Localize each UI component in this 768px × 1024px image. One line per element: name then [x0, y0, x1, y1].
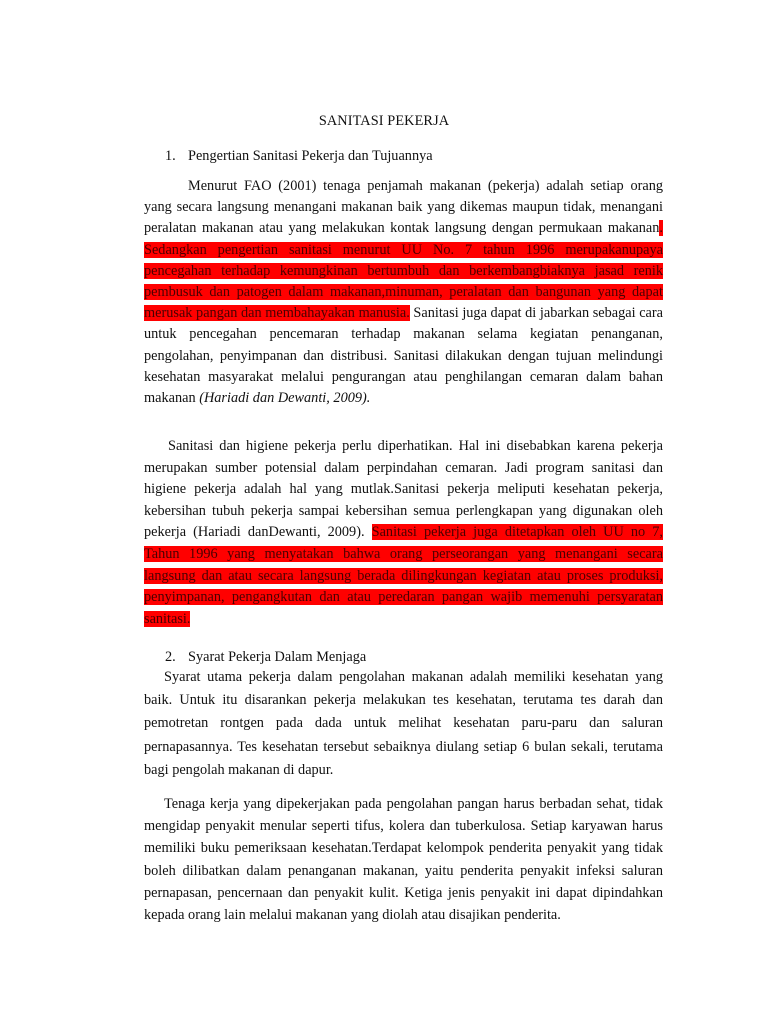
- section-1-heading: [165, 148, 433, 165]
- highlighted-text: . Sedangkan pengertian sanitasi menurut UU No. 7 tahun 1996 merupakanupaya pencegahan terhadap kemungkinan bertumbuh dan berkembangbiaknya jasad renik pembusuk dan patogen dalam makanan,minuman, peralatan dan bangunan yang dapat merusak pangan dan membahayakan manusia.: [144, 220, 663, 322]
- section-1-paragraph-1: [144, 176, 663, 409]
- paragraph-text: Menurut FAO (2001) tenaga penjamah makanan (pekerja) adalah setiap orang yang secara langsung menangani makanan baik yang dikemas maupun tidak, menangani peralatan makanan atau yang melakukan kontak langsung dengan permukaan makanan: [144, 178, 663, 237]
- section-2-paragraph-1: Syarat utama pekerja dalam pengolahan makanan adalah memiliki kesehatan yang baik. Untuk itu disarankan pekerja melakukan tes kesehatan, terutama tes darah dan pemotretan rontgen pada dada untuk melihat kesehatan paru-paru dan saluran pernapasannya. Tes kesehatan tersebut sebaiknya diulang setiap 6 bulan sekali, terutama bagi pengolah makanan di dapur.: [144, 669, 663, 778]
- citation: (Hariadi dan Dewanti, 2009).: [199, 390, 371, 407]
- highlighted-text: Sanitasi pekerja juga ditetapkan oleh UU no 7, Tahun 1996 yang menyatakan bahwa orang perseorangan yang menangani secara langsung dan atau secara langsung berada dilingkungan kegiatan atau proses produksi, penyimpanan, pengangkutan dan atau peredaran pangan wajib memenuhi persyaratan sanitasi.: [144, 524, 663, 627]
- section-2-heading: [165, 649, 366, 666]
- paragraph-text: Sanitasi dan higiene pekerja perlu diperhatikan. Hal ini disebabkan karena pekerja merupakan sumber potensial dalam perpindahan cemaran. Jadi program sanitasi dan higiene pekerja adalah hal yang mutlak.Sanitasi pekerja meliputi kesehatan pekerja, kebersihan tubuh pekerja sampai kebersihan semua perlengkapan yang digunakan oleh pekerja (Hariadi danDewanti, 2009).: [144, 438, 663, 541]
- section-1-paragraph-2: [144, 436, 663, 630]
- section-2-paragraph-2: Tenaga kerja yang dipekerjakan pada pengolahan pangan harus berbadan sehat, tidak mengidap penyakit menular seperti tifus, kolera dan tuberkulosa. Setiap karyawan harus memiliki buku pemeriksaan kesehatan.Terdapat kelompok penderita penyakit yang tidak boleh dilibatkan dalam penanganan makanan, yaitu penderita penyakit infeksi saluran pernapasan, pencernaan dan penyakit kulit. Ketiga jenis penyakit ini dapat dipindahkan kepada orang lain melalui makanan yang diolah atau disajikan penderita.: [144, 796, 663, 924]
- section-1-number: 1.: [165, 148, 176, 164]
- section-2-number: 2.: [165, 649, 176, 665]
- section-2-heading-text: Syarat Pekerja Dalam Menjaga: [188, 649, 367, 665]
- document-title: SANITASI PEKERJA: [318, 113, 450, 129]
- section-1-heading-text: Pengertian Sanitasi Pekerja dan Tujuannya: [188, 148, 433, 164]
- paragraph-text: Sanitasi juga dapat di jabarkan sebagai cara untuk pencegahan pencemaran terhadap makanan selama kegiatan penanganan, pengolahan, penyimpanan dan distribusi. Sanitasi dilakukan dengan tujuan melindungi kesehatan masyarakat melalui pengurangan atau penghilangan cemaran dalam bahan makanan: [144, 305, 664, 407]
